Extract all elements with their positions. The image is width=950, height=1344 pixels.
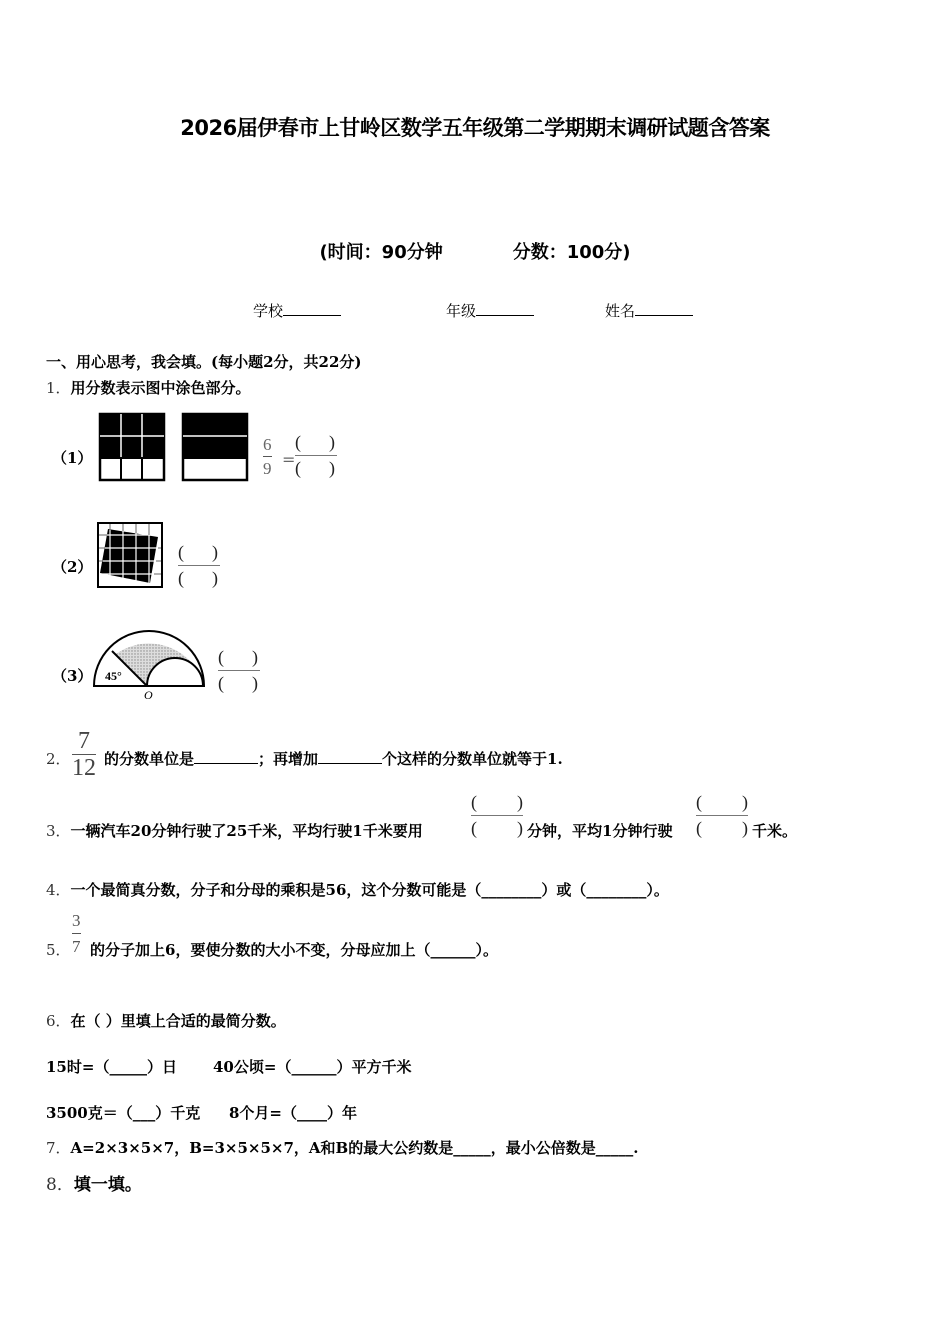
answer-numerator[interactable]: ( ) [218, 647, 258, 667]
question-2 [46, 748, 71, 769]
question-text: 填一填。 [73, 1175, 142, 1195]
q6-months-to-years: 8个月=（____）年 [229, 1104, 358, 1122]
question-number: 8． [46, 1175, 74, 1195]
grade-label: 年级 [446, 302, 477, 320]
question-2-text [104, 748, 563, 769]
question-number: 5． [46, 941, 71, 959]
name-field[interactable] [605, 300, 693, 321]
answer-denominator[interactable]: ( ) [218, 673, 258, 693]
time-label: (时间：90分钟 [319, 242, 443, 263]
fraction-7-12 [72, 729, 96, 780]
question-number: 1． [46, 379, 71, 397]
name-label: 姓名 [605, 302, 636, 320]
answer-denominator[interactable]: ( ) [295, 458, 335, 478]
question-text: 一个最简真分数，分子和分母的乘积是56，这个分数可能是（________）或（________）。 [70, 881, 669, 899]
question-number: 3． [46, 822, 71, 840]
section-heading: 一、用心思考，我会填。(每小题2分，共22分) [46, 353, 362, 371]
answer-numerator[interactable]: ( ) [178, 542, 218, 562]
grid-figure-icon [98, 412, 166, 482]
denominator: 7 [72, 937, 81, 956]
document-title: 2026届伊春市上甘岭区数学五年级第二学期期末调研试题含答案 [180, 116, 770, 140]
semicircle-sector-icon [92, 626, 212, 701]
question-number: 7． [46, 1139, 71, 1157]
school-blank[interactable] [283, 301, 341, 316]
tilted-square-grid-icon [96, 521, 164, 589]
angle-label: 45° [105, 669, 122, 683]
school-label: 学校 [253, 302, 284, 320]
school-field[interactable] [253, 300, 341, 321]
answer-denominator[interactable]: ( ) [178, 568, 218, 588]
question-4 [46, 879, 669, 900]
question-5-text: 的分子加上6，要使分数的大小不变，分母应加上（______）。 [90, 941, 498, 959]
text-part: ；再增加 [258, 750, 319, 768]
grade-blank[interactable] [476, 301, 534, 316]
answer-numerator[interactable]: ( ) [295, 432, 335, 452]
question-8 [46, 1170, 142, 1195]
numerator: 6 [263, 435, 272, 454]
answer-fraction-3[interactable] [218, 647, 260, 694]
question-7 [46, 1137, 638, 1158]
question-1 [46, 377, 251, 398]
q6-hours-to-days: 15时=（_____）日 [46, 1058, 177, 1076]
text-part: 个这样的分数单位就等于1. [382, 750, 563, 768]
answer-blank-2[interactable] [318, 749, 382, 764]
answer-denominator[interactable]: ( ) [696, 818, 748, 838]
part-1-label: （1） [52, 449, 93, 467]
equals-sign: = [282, 450, 296, 469]
answer-fraction-2[interactable] [178, 542, 220, 589]
part-2-label: （2） [52, 558, 93, 576]
question-text: A=2×3×5×7，B=3×5×5×7，A和B的最大公约数是_____，最小公倍数是_____. [70, 1139, 639, 1157]
score-label: 分数：100分) [512, 242, 631, 263]
answer-numerator[interactable]: ( ) [471, 792, 523, 812]
question-5 [46, 939, 71, 960]
bar-figure-icon [181, 412, 249, 482]
text-part: 的分数单位是 [104, 750, 195, 768]
answer-fraction-km[interactable] [696, 792, 748, 839]
numerator: 3 [72, 911, 81, 930]
question-3-text-b: 分钟，平均1分钟行驶 [527, 822, 673, 840]
answer-blank-1[interactable] [194, 749, 258, 764]
numerator: 7 [78, 728, 90, 754]
q6-hectares-to-km2: 40公顷=（______）平方千米 [213, 1058, 412, 1076]
question-number: 4． [46, 881, 71, 899]
answer-fraction-minutes[interactable] [471, 792, 523, 839]
denominator: 9 [263, 459, 272, 478]
question-6 [46, 1010, 286, 1031]
question-text: 一辆汽车20分钟行驶了25千米，平均行驶1千米要用 [70, 822, 423, 840]
question-text: 用分数表示图中涂色部分。 [70, 379, 251, 397]
exam-info [0, 238, 950, 264]
question-3 [46, 820, 423, 841]
grade-field[interactable] [446, 300, 534, 321]
question-number: 6． [46, 1012, 71, 1030]
answer-denominator[interactable]: ( ) [471, 818, 523, 838]
q6-grams-to-kg: 3500克＝（___）千克 [46, 1104, 201, 1122]
name-blank[interactable] [635, 301, 693, 316]
denominator: 12 [72, 755, 96, 781]
given-fraction [263, 436, 272, 477]
answer-numerator[interactable]: ( ) [696, 792, 748, 812]
question-text: 在（ ）里填上合适的最简分数。 [70, 1012, 286, 1030]
question-number: 2． [46, 750, 71, 768]
question-3-text-c: 千米。 [752, 822, 798, 840]
part-3-label: （3） [52, 667, 93, 685]
fraction-3-7 [72, 912, 81, 955]
center-label: O [144, 688, 153, 701]
answer-fraction-1[interactable] [295, 432, 337, 479]
